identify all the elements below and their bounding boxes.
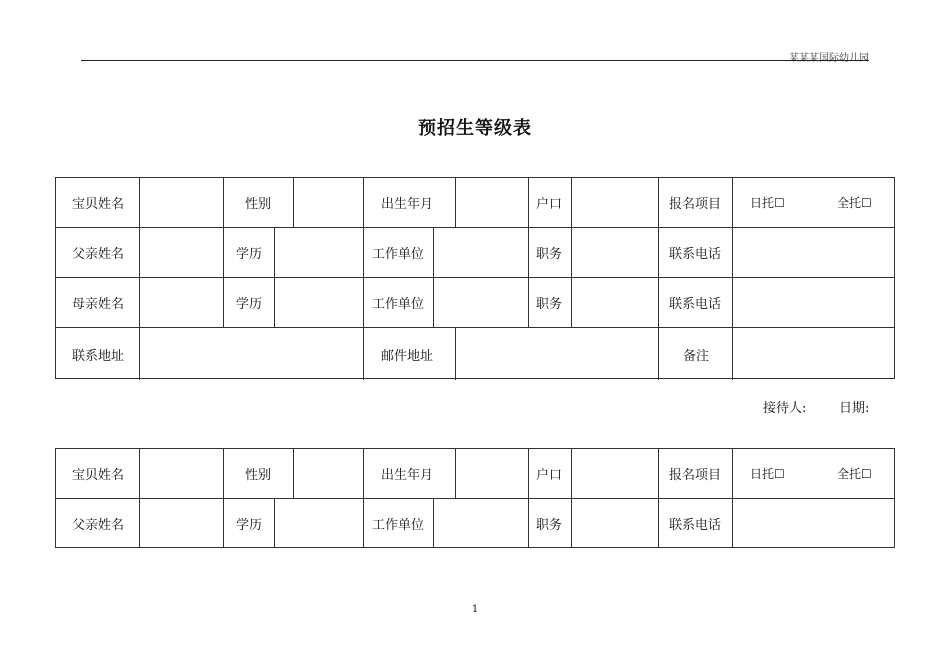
registration-form-2 bbox=[55, 448, 895, 548]
birth-label: 出生年月 bbox=[381, 468, 434, 483]
day-care-option[interactable]: 日托☐ bbox=[750, 196, 785, 210]
baby-name-label: 宝贝姓名 bbox=[72, 468, 125, 483]
hukou-field[interactable] bbox=[572, 449, 658, 498]
father-job-label: 职务 bbox=[536, 247, 563, 262]
date-label: 日期: bbox=[839, 401, 870, 416]
mother-name-label: 母亲姓名 bbox=[72, 297, 125, 312]
mother-job-label: 职务 bbox=[536, 297, 563, 312]
baby-name-field[interactable] bbox=[140, 178, 223, 227]
hukou-label: 户口 bbox=[536, 197, 563, 212]
receiver-label: 接待人: bbox=[763, 401, 807, 416]
gender-label: 性别 bbox=[245, 197, 272, 212]
father-edu-field[interactable] bbox=[275, 228, 363, 277]
mother-job-field[interactable] bbox=[572, 278, 658, 327]
father-name-label: 父亲姓名 bbox=[72, 518, 125, 533]
page-title: 预招生等级表 bbox=[418, 118, 532, 139]
birth-field[interactable] bbox=[456, 449, 528, 498]
hukou-label: 户口 bbox=[536, 468, 563, 483]
form-row-mother bbox=[56, 277, 894, 327]
mother-phone-label: 联系电话 bbox=[669, 297, 722, 312]
father-work-label: 工作单位 bbox=[372, 247, 425, 262]
mother-work-label: 工作单位 bbox=[372, 297, 425, 312]
form-row-child bbox=[56, 178, 894, 227]
father-phone-field[interactable] bbox=[733, 228, 894, 277]
gender-label: 性别 bbox=[245, 468, 272, 483]
mother-work-field[interactable] bbox=[434, 278, 528, 327]
program-label: 报名项目 bbox=[669, 197, 722, 212]
gender-field[interactable] bbox=[294, 449, 363, 498]
gender-field[interactable] bbox=[294, 178, 363, 227]
mother-name-field[interactable] bbox=[140, 278, 223, 327]
father-edu-label: 学历 bbox=[236, 518, 263, 533]
form-row-father bbox=[56, 227, 894, 277]
form-row-child bbox=[56, 449, 894, 498]
remark-label: 备注 bbox=[683, 348, 710, 364]
father-job-field[interactable] bbox=[572, 499, 658, 548]
father-job-label: 职务 bbox=[536, 518, 563, 533]
father-phone-field[interactable] bbox=[733, 499, 894, 548]
mother-edu-label: 学历 bbox=[236, 297, 263, 312]
header-org-name: 某某某国际幼儿园 bbox=[789, 53, 869, 64]
mail-label: 邮件地址 bbox=[381, 348, 434, 364]
program-label: 报名项目 bbox=[669, 468, 722, 483]
page-number: 1 bbox=[471, 604, 479, 615]
hukou-field[interactable] bbox=[572, 178, 658, 227]
baby-name-field[interactable] bbox=[140, 449, 223, 498]
full-care-option[interactable]: 全托☐ bbox=[837, 196, 872, 210]
registration-form-1 bbox=[55, 177, 895, 379]
full-care-option[interactable]: 全托☐ bbox=[837, 467, 872, 481]
remark-field[interactable] bbox=[733, 328, 894, 380]
father-name-field[interactable] bbox=[140, 499, 223, 548]
father-job-field[interactable] bbox=[572, 228, 658, 277]
mail-field[interactable] bbox=[456, 328, 658, 380]
mother-edu-field[interactable] bbox=[275, 278, 363, 327]
father-phone-label: 联系电话 bbox=[669, 247, 722, 262]
father-work-field[interactable] bbox=[434, 228, 528, 277]
form-row-father bbox=[56, 498, 894, 548]
day-care-option[interactable]: 日托☐ bbox=[750, 467, 785, 481]
father-work-field[interactable] bbox=[434, 499, 528, 548]
father-name-field[interactable] bbox=[140, 228, 223, 277]
mother-phone-field[interactable] bbox=[733, 278, 894, 327]
header-divider bbox=[81, 60, 869, 61]
father-name-label: 父亲姓名 bbox=[72, 247, 125, 262]
father-phone-label: 联系电话 bbox=[669, 518, 722, 533]
father-edu-label: 学历 bbox=[236, 247, 263, 262]
baby-name-label: 宝贝姓名 bbox=[72, 197, 125, 212]
form-row-address bbox=[56, 327, 894, 380]
address-field[interactable] bbox=[140, 328, 363, 380]
birth-label: 出生年月 bbox=[381, 197, 434, 212]
address-label: 联系地址 bbox=[72, 348, 125, 364]
birth-field[interactable] bbox=[456, 178, 528, 227]
father-work-label: 工作单位 bbox=[372, 518, 425, 533]
father-edu-field[interactable] bbox=[275, 499, 363, 548]
